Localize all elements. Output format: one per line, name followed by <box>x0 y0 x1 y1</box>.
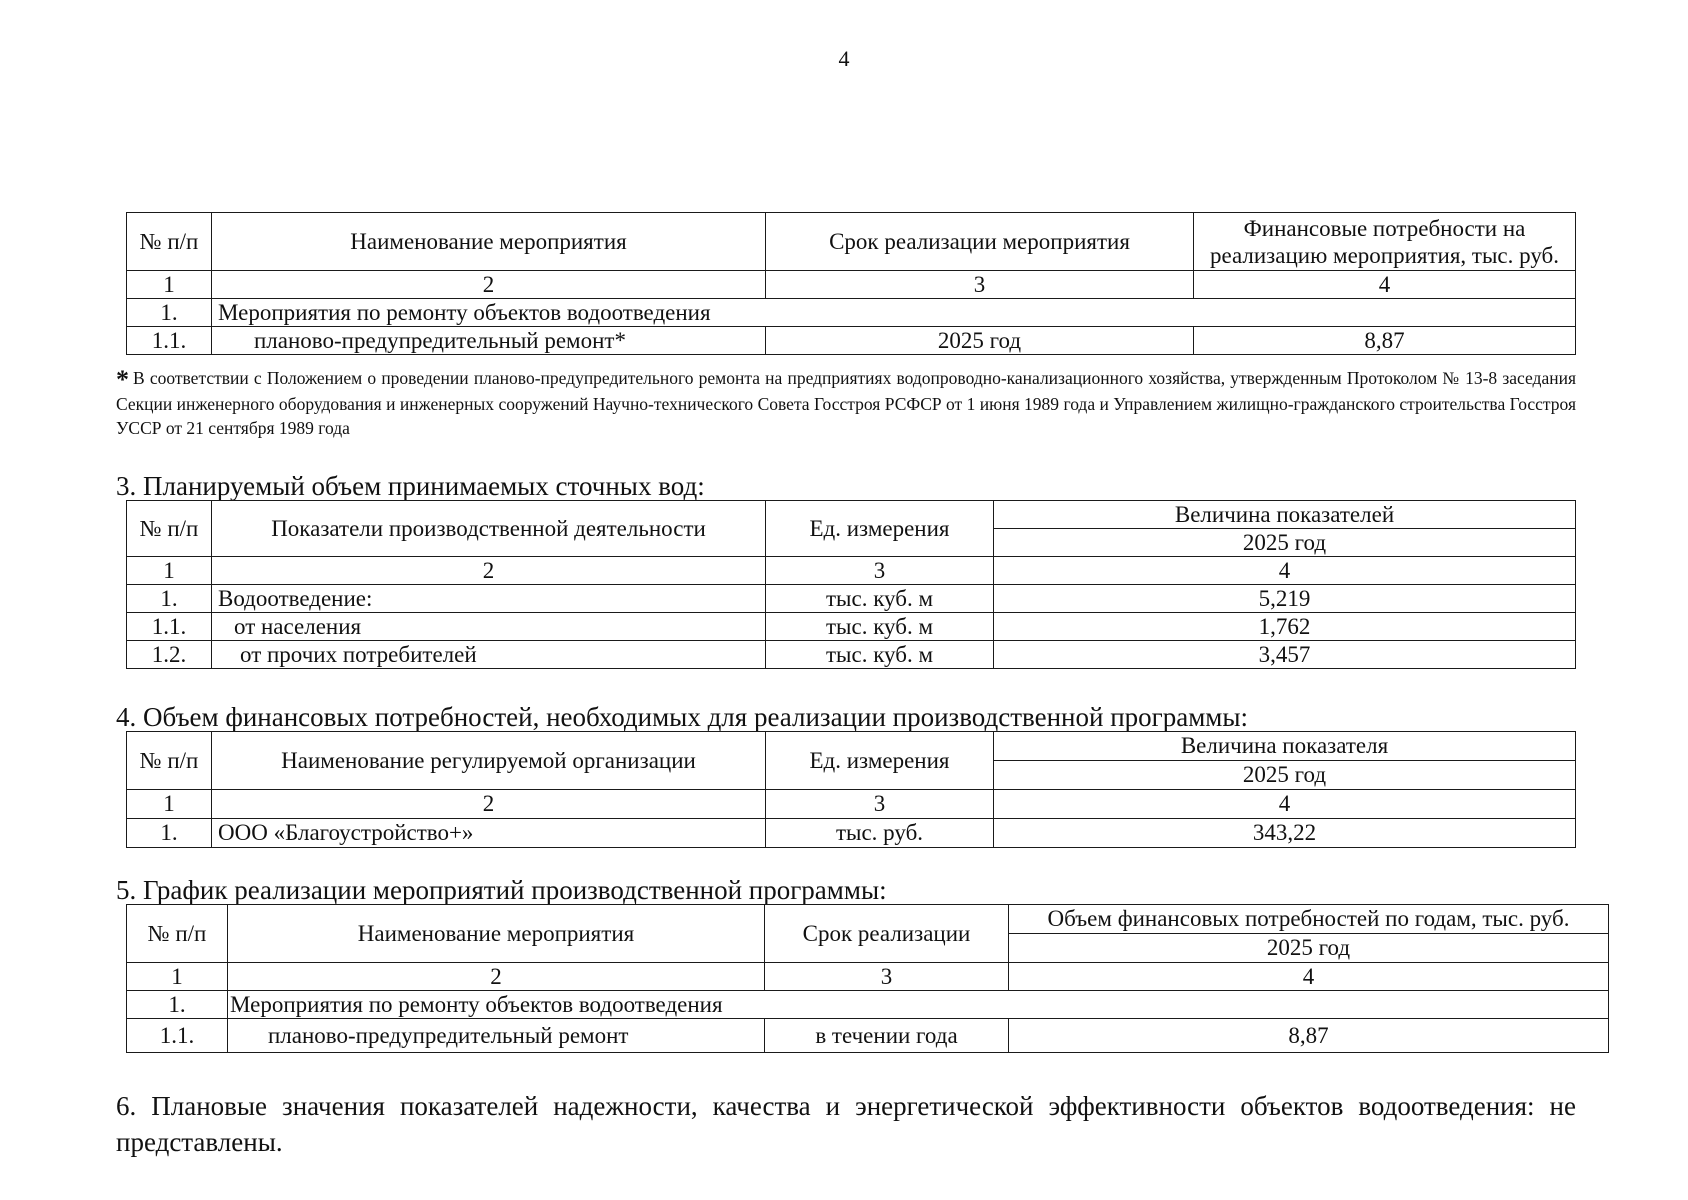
column-number: 3 <box>766 790 994 819</box>
header-unit: Ед. измерения <box>766 501 994 557</box>
column-number: 2 <box>212 557 766 585</box>
footnote <box>116 366 1576 440</box>
column-number: 1 <box>127 963 228 991</box>
page-number: 4 <box>838 46 850 71</box>
measures-table <box>126 212 1576 355</box>
column-number: 4 <box>1194 271 1576 299</box>
header-measure-name: Наименование мероприятия <box>212 213 766 271</box>
header-measure-name: Наименование мероприятия <box>228 905 765 963</box>
indicator-name: Водоотведение: <box>212 585 766 613</box>
header-year: 2025 год <box>1009 934 1609 963</box>
table-row <box>127 613 1576 641</box>
column-number: 1 <box>127 790 212 819</box>
row-number: 1.1. <box>127 327 212 355</box>
header-number: № п/п <box>127 501 212 557</box>
indicator-value: 5,219 <box>994 585 1576 613</box>
header-indicator: Показатели производственной деятельности <box>212 501 766 557</box>
header-year: 2025 год <box>994 529 1576 557</box>
indicator-unit: тыс. куб. м <box>766 613 994 641</box>
footnote-text: В соответствии с Положением о проведении планово-предупредительного ремонта на предприятиях водопроводно-канализационного хозяйства, утвержденным Протоколом № 13-8 заседания Секции инженерного оборудования и инженерных сооружений Научно-технического Совета Госстроя РСФСР от 1 июня 1989 года и Управлением жилищно-гражданского строительства Госстроя УССР от 21 сентября 1989 года <box>116 368 1576 438</box>
section-6-text: 6. Плановые значения показателей надежности, качества и энергетической эффективности объектов водоотведения: не представлены. <box>116 1091 1576 1157</box>
indicator-value: 3,457 <box>994 641 1576 669</box>
table-row <box>127 641 1576 669</box>
measure-amount: 8,87 <box>1194 327 1576 355</box>
indicator-name: от населения <box>212 613 766 641</box>
table-row <box>127 299 1576 327</box>
header-value-group: Величина показателей <box>994 501 1576 529</box>
row-number: 1. <box>127 299 212 327</box>
column-number: 4 <box>994 557 1576 585</box>
measure-period: 2025 год <box>766 327 1194 355</box>
indicator-unit: тыс. куб. м <box>766 585 994 613</box>
column-number: 2 <box>212 790 766 819</box>
header-number: № п/п <box>127 732 212 790</box>
schedule-table <box>126 904 1609 1053</box>
column-number: 1 <box>127 557 212 585</box>
organization-unit: тыс. руб. <box>766 819 994 848</box>
financial-needs-table <box>126 731 1576 848</box>
table-row <box>127 991 1609 1019</box>
row-number: 1.2. <box>127 641 212 669</box>
measure-name: планово-предупредительный ремонт* <box>212 327 766 355</box>
header-period: Срок реализации мероприятия <box>766 213 1194 271</box>
row-number: 1. <box>127 991 228 1019</box>
organization-name: ООО «Благоустройство+» <box>212 819 766 848</box>
header-organization: Наименование регулируемой организации <box>212 732 766 790</box>
header-year: 2025 год <box>994 761 1576 790</box>
header-value-group: Величина показателя <box>994 732 1576 761</box>
indicator-name: от прочих потребителей <box>212 641 766 669</box>
column-number: 3 <box>766 271 1194 299</box>
measure-name: планово-предупредительный ремонт <box>228 1019 765 1053</box>
column-number: 4 <box>1009 963 1609 991</box>
wastewater-volume-table <box>126 500 1576 669</box>
row-number: 1.1. <box>127 1019 228 1053</box>
column-number: 2 <box>228 963 765 991</box>
header-number: № п/п <box>127 213 212 271</box>
organization-value: 343,22 <box>994 819 1576 848</box>
table-row <box>127 819 1576 848</box>
table-row <box>127 585 1576 613</box>
indicator-unit: тыс. куб. м <box>766 641 994 669</box>
section-5-title: 5. График реализации мероприятий производственной программы: <box>116 875 887 905</box>
header-number: № п/п <box>127 905 228 963</box>
column-number: 1 <box>127 271 212 299</box>
column-number: 3 <box>765 963 1009 991</box>
column-number: 3 <box>766 557 994 585</box>
header-financial-needs: Финансовые потребности на реализацию мероприятия, тыс. руб. <box>1194 213 1576 271</box>
group-name: Мероприятия по ремонту объектов водоотведения <box>212 299 1576 327</box>
group-name: Мероприятия по ремонту объектов водоотведения <box>228 991 1609 1019</box>
header-unit: Ед. измерения <box>766 732 994 790</box>
table-row <box>127 1019 1609 1053</box>
header-period: Срок реализации <box>765 905 1009 963</box>
measure-period: в течении года <box>765 1019 1009 1053</box>
measure-amount: 8,87 <box>1009 1019 1609 1053</box>
indicator-value: 1,762 <box>994 613 1576 641</box>
table-row <box>127 327 1576 355</box>
column-number: 4 <box>994 790 1576 819</box>
header-value-group: Объем финансовых потребностей по годам, тыс. руб. <box>1009 905 1609 934</box>
section-3-title: 3. Планируемый объем принимаемых сточных вод: <box>116 471 705 501</box>
row-number: 1. <box>127 585 212 613</box>
row-number: 1.1. <box>127 613 212 641</box>
column-number: 2 <box>212 271 766 299</box>
footnote-marker: * <box>116 365 129 394</box>
section-4-title: 4. Объем финансовых потребностей, необходимых для реализации производственной программы: <box>116 702 1249 732</box>
row-number: 1. <box>127 819 212 848</box>
